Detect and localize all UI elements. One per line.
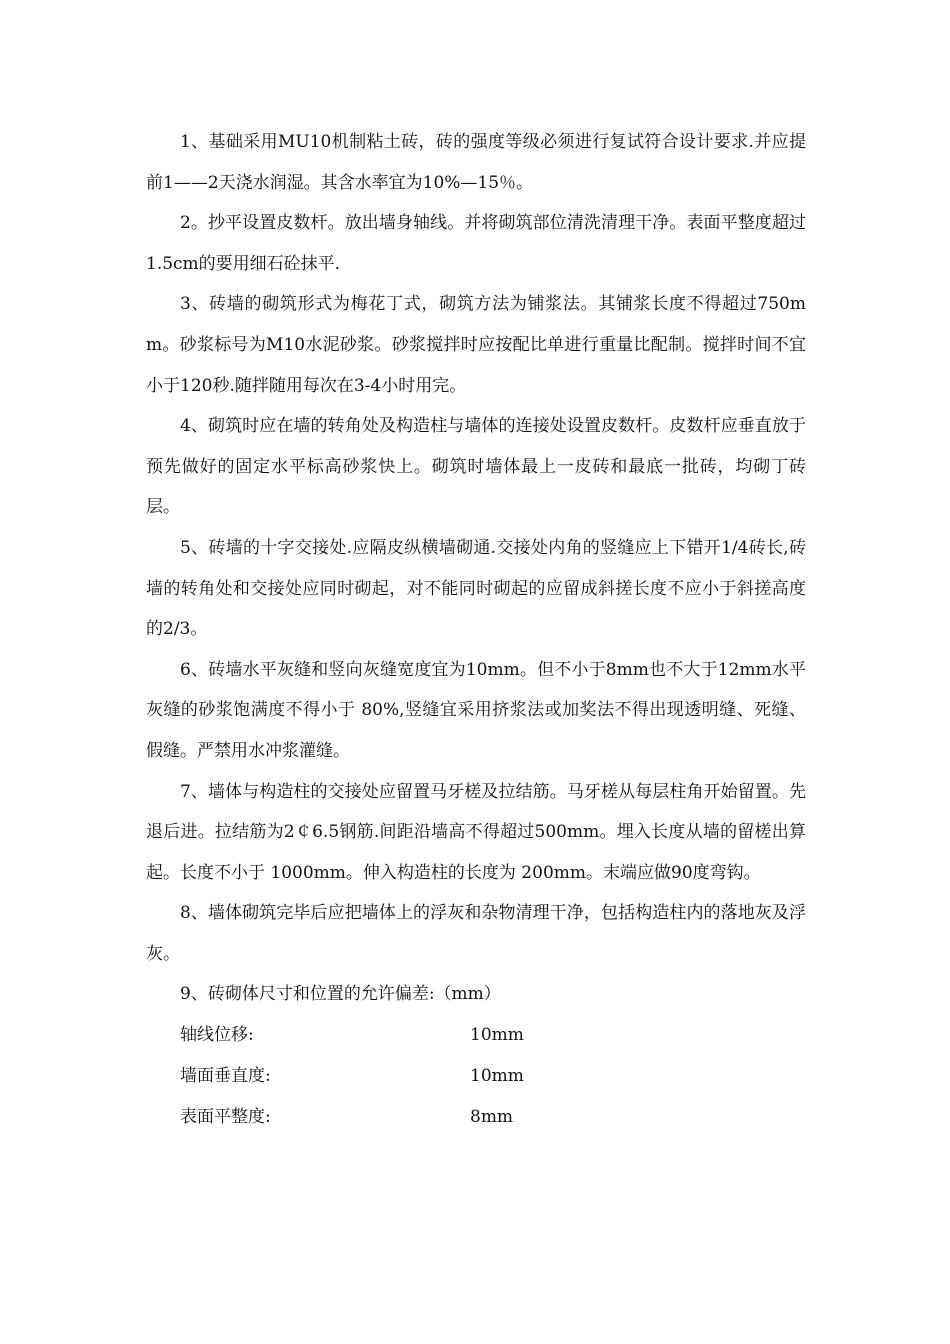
tolerance-label: 轴线位移: (180, 1025, 254, 1046)
paragraph-4: 4、砌筑时应在墙的转角处及构造柱与墙体的连接处设置皮数杆。皮数杆应垂直放于预先做好的固定水平标高砂浆快上。砌筑时墙体最上一皮砖和最底一批砖，均砌丁砖层。 (146, 416, 806, 518)
tolerance-row-surface-flatness (146, 1097, 806, 1138)
tolerance-label: 墙面垂直度: (180, 1066, 271, 1087)
paragraph-3: 3、砖墙的砌筑形式为梅花丁式，砌筑方法为铺浆法。其铺浆长度不得超过750mm。砂浆标号为M10水泥砂浆。砂浆搅拌时应按配比单进行重量比配制。搅拌时间不宜小于120秒.随拌随用每次在3-4小时用完。 (146, 294, 806, 396)
tolerance-value: 10mm (470, 1025, 524, 1046)
tolerance-row-wall-verticality (146, 1056, 806, 1097)
tolerance-value: 10mm (470, 1066, 524, 1087)
paragraph-8: 8、墙体砌筑完毕后应把墙体上的浮灰和杂物清理干净，包括构造柱内的落地灰及浮灰。 (146, 903, 806, 964)
document-body (146, 122, 806, 1138)
tolerance-label: 表面平整度: (180, 1107, 271, 1128)
paragraph-2: 2。抄平设置皮数杆。放出墙身轴线。并将砌筑部位清洗清理干净。表面平整度超过1.5cm的要用细石砼抹平. (146, 213, 806, 274)
paragraph-9-tolerance-heading: 9、砖砌体尺寸和位置的允许偏差:（mm） (180, 984, 501, 1005)
tolerance-value: 8mm (470, 1107, 514, 1128)
paragraph-5: 5、砖墙的十字交接处.应隔皮纵横墙砌通.交接处内角的竖缝应上下错开1/4砖长,砖墙的转角处和交接处应同时砌起，对不能同时砌起的应留成斜搓长度不应小于斜搓高度的2/3。 (146, 537, 806, 640)
paragraph-7: 7、墙体与构造柱的交接处应留置马牙槎及拉结筋。马牙槎从每层柱角开始留置。先退后进。拉结筋为2￠6.5钢筋.间距沿墙高不得超过500mm。埋入长度从墙的留槎出算起。长度不小于 1000mm。伸入构造柱的长度为 200mm。末端应做90度弯钩。 (146, 781, 806, 883)
tolerance-row-axis-offset (146, 1015, 806, 1056)
paragraph-1: 1、基础采用MU10机制粘土砖，砖的强度等级必须进行复试符合设计要求.并应提前1——2天浇水润湿。其含水率宜为10%—15％。 (146, 132, 806, 193)
paragraph-6: 6、砖墙水平灰缝和竖向灰缝宽度宜为10mm。但不小于8mm也不大于12mm水平灰缝的砂浆饱满度不得小于 80%,竖缝宜采用挤浆法或加奖法不得出现透明缝、死缝、假缝。严禁用水冲浆灌缝。 (146, 659, 806, 761)
